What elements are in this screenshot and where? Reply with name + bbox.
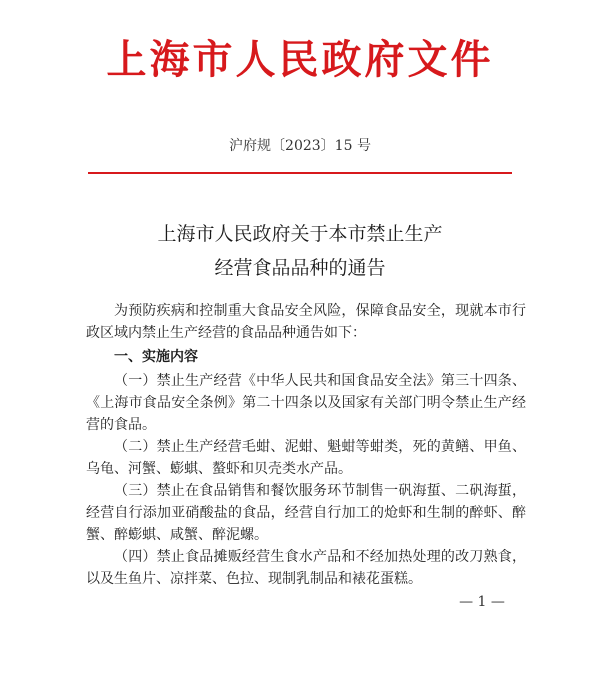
document-title-line-2: 经营食品品种的通告 <box>214 257 386 279</box>
paragraph-item-2: （二）禁止生产经营毛蚶、泥蚶、魁蚶等蚶类，死的黄鳝、甲鱼、乌龟、河蟹、蟛蜞、螯虾和贝壳类水产品。 <box>86 439 526 477</box>
section-heading-implementation: 一、实施内容 <box>114 349 198 365</box>
document-title-line-1: 上海市人民政府关于本市禁止生产 <box>157 223 443 245</box>
page-number: — 1 — <box>459 594 505 610</box>
document-number: 沪府规〔2023〕15 号 <box>229 138 371 154</box>
paragraph-item-3: （三）禁止在食品销售和餐饮服务环节制售一矾海蜇、二矾海蜇，经营自行添加亚硝酸盐的食品，经营自行加工的炝虾和生制的醉虾、醉蟹、醉蟛蜞、咸蟹、醉泥螺。 <box>86 483 526 543</box>
red-header-title: 上海市人民政府文件 <box>106 37 494 83</box>
intro-paragraph: 为预防疾病和控制重大食品安全风险，保障食品安全，现就本市行政区域内禁止生产经营的食品品种通告如下： <box>86 303 526 341</box>
red-divider-line <box>88 172 512 174</box>
paragraph-item-1: （一）禁止生产经营《中华人民共和国食品安全法》第三十四条、《上海市食品安全条例》第二十四条以及国家有关部门明令禁止生产经营的食品。 <box>86 373 526 433</box>
paragraph-item-4: （四）禁止食品摊贩经营生食水产品和不经加热处理的改刀熟食，以及生鱼片、凉拌菜、色拉、现制乳制品和裱花蛋糕。 <box>86 549 526 587</box>
